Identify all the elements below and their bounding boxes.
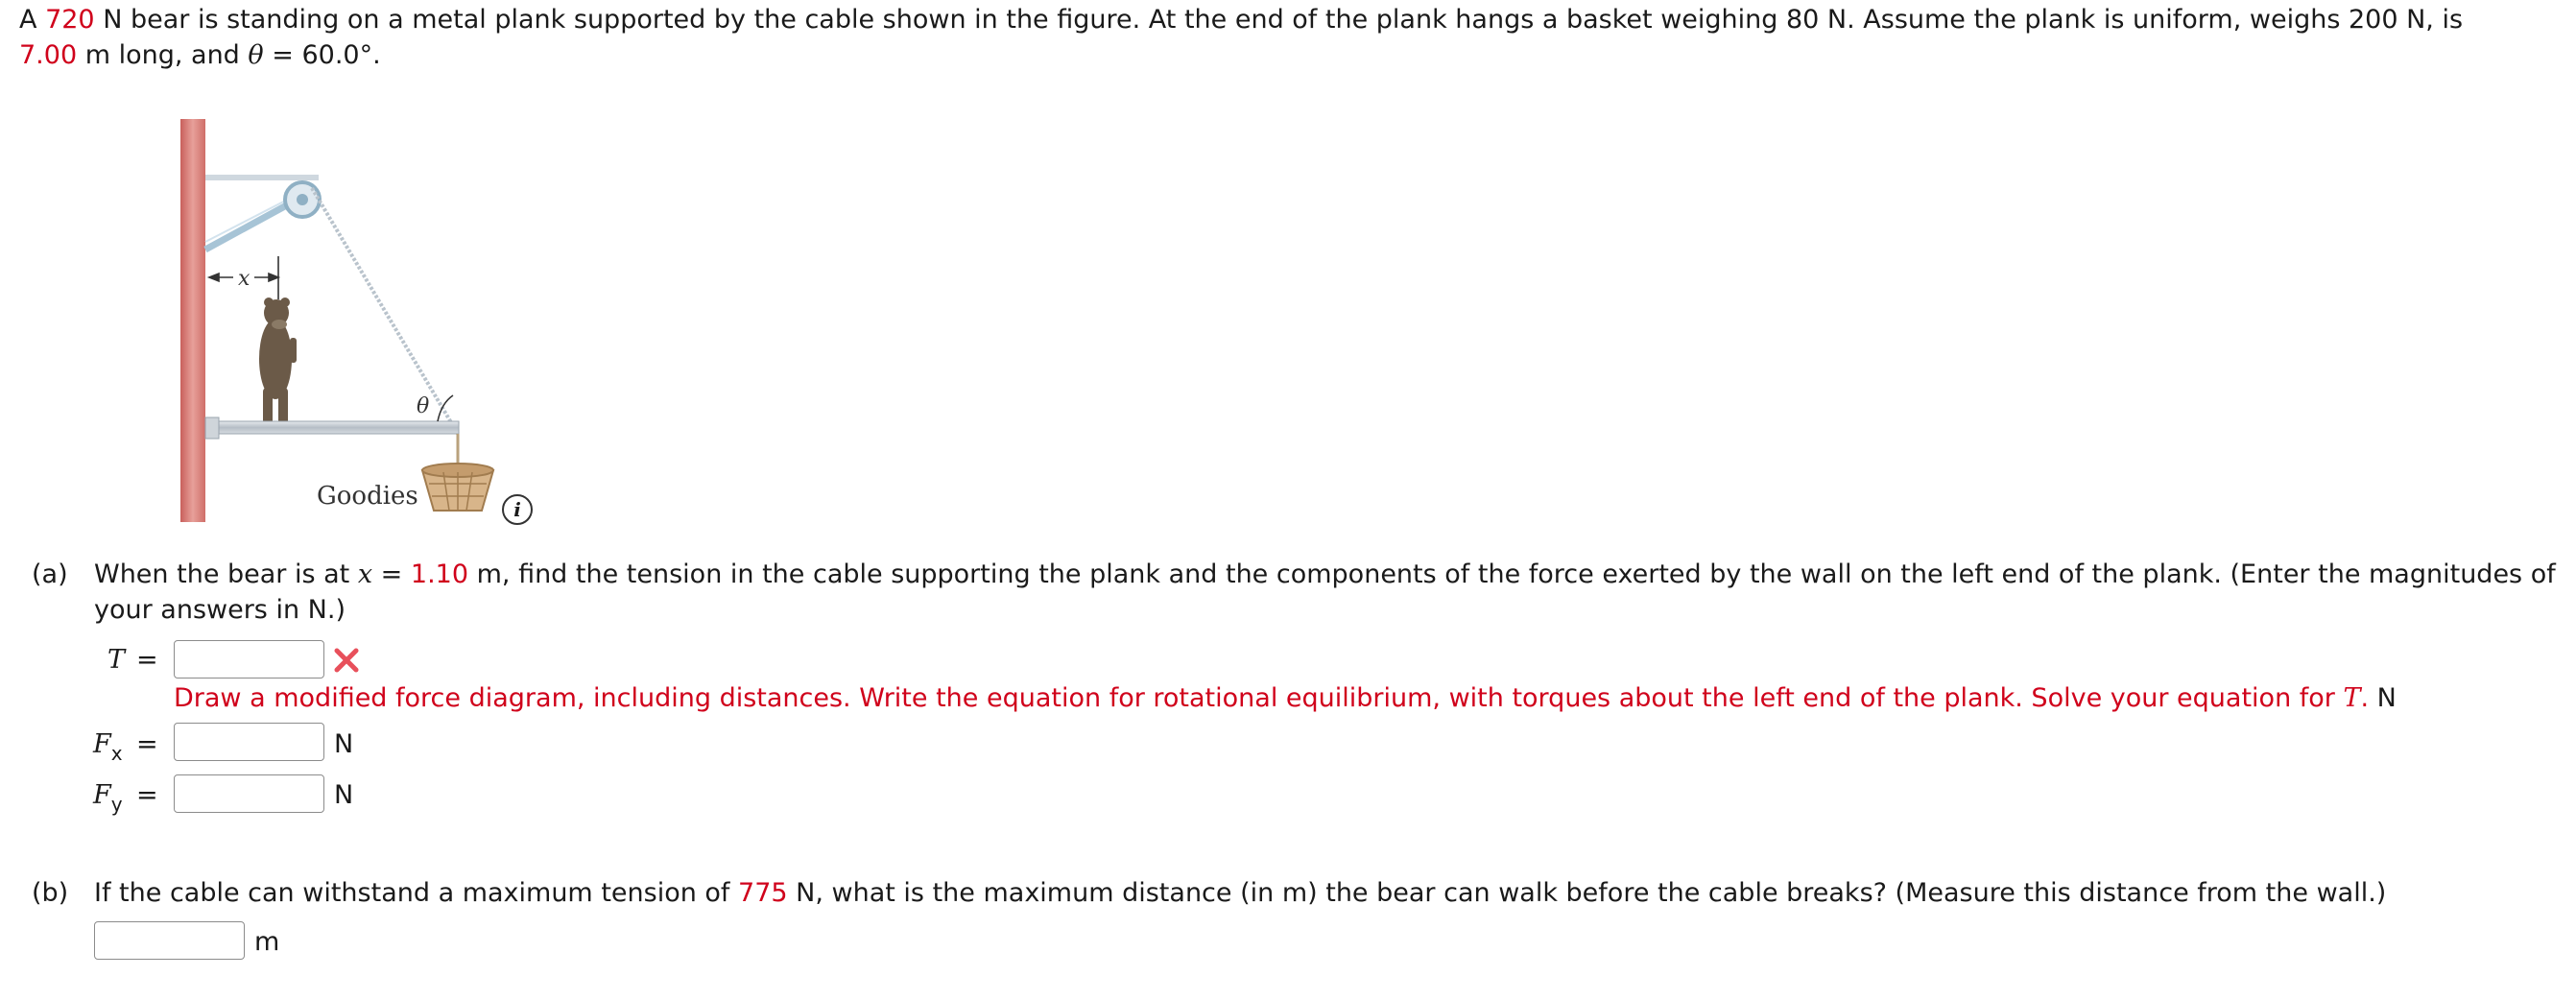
tension-input[interactable] (174, 640, 324, 679)
bear-position-value: 1.10 (410, 560, 469, 589)
incorrect-x-icon (332, 646, 361, 675)
part-a-question (94, 557, 2570, 628)
max-distance-input[interactable] (94, 921, 245, 960)
wall (180, 119, 205, 522)
fx-main: F (93, 729, 111, 759)
fy-main: F (93, 780, 111, 810)
question-text: m, find the tension in the cable supporting the plank and the components of the force exerted by the wall on the left end of the plank. (Enter the magnitudes of your answers in N.) (94, 560, 2556, 625)
statement-text: A (19, 5, 46, 35)
fx-unit: N (334, 729, 354, 759)
x-label: x (238, 267, 250, 291)
basket-image (422, 464, 493, 511)
plank (207, 421, 459, 434)
fy-unit: N (334, 780, 354, 810)
x-symbol: x (357, 560, 373, 589)
equals-sign: = (136, 729, 158, 759)
basket-label: Goodies (317, 482, 418, 511)
info-icon[interactable]: i (502, 494, 533, 525)
cable (312, 188, 458, 434)
plank-length-value: 7.00 (19, 40, 78, 70)
equals-sign: = (136, 645, 158, 675)
question-text: = (372, 560, 411, 589)
theta-arc (438, 395, 453, 421)
statement-text: m long, and (77, 40, 249, 70)
fy-label (93, 777, 123, 822)
hint-text: Draw a modified force diagram, including distances. Write the equation for rotational equilibrium, with torques about the left end of the plank. Solve your equation for (174, 683, 2344, 713)
tension-unit: N (2369, 683, 2397, 713)
equals-sign: = (136, 780, 158, 810)
theta-symbol: θ (248, 40, 264, 70)
question-text: N, what is the maximum distance (in m) the bear can walk before the cable breaks? (Measure this distance from the wall.) (787, 878, 2387, 908)
fx-label (93, 726, 123, 772)
problem-figure (144, 107, 566, 530)
part-a-label: (a) (32, 560, 68, 589)
part-b-question (94, 875, 2570, 911)
max-tension-value: 775 (738, 878, 788, 908)
fy-subscript: y (110, 793, 123, 816)
feedback-hint (174, 680, 2554, 716)
statement-text: = 60.0°. (263, 40, 381, 70)
theta-label: θ (417, 394, 430, 418)
bear-weight-value: 720 (45, 5, 95, 35)
question-text: If the cable can withstand a maximum tension of (94, 878, 739, 908)
hint-text: . (2360, 683, 2370, 713)
statement-text: N bear is standing on a metal plank supported by the cable shown in the figure. At the end of the plank hangs a basket weighing 80 N. Assume the plank is uniform, weighs 200 N, is (94, 5, 2464, 35)
part-b-label: (b) (32, 878, 69, 908)
fx-input[interactable] (174, 723, 324, 761)
support-rail (205, 175, 319, 180)
bear-image (259, 298, 297, 424)
question-text: When the bear is at (94, 560, 358, 589)
fx-subscript: x (110, 742, 123, 765)
tension-label: T (107, 645, 126, 675)
hint-t-symbol: T (2343, 683, 2361, 713)
distance-unit: m (254, 927, 280, 957)
problem-statement (19, 2, 2534, 73)
hinge (205, 417, 219, 439)
fy-input[interactable] (174, 774, 324, 813)
